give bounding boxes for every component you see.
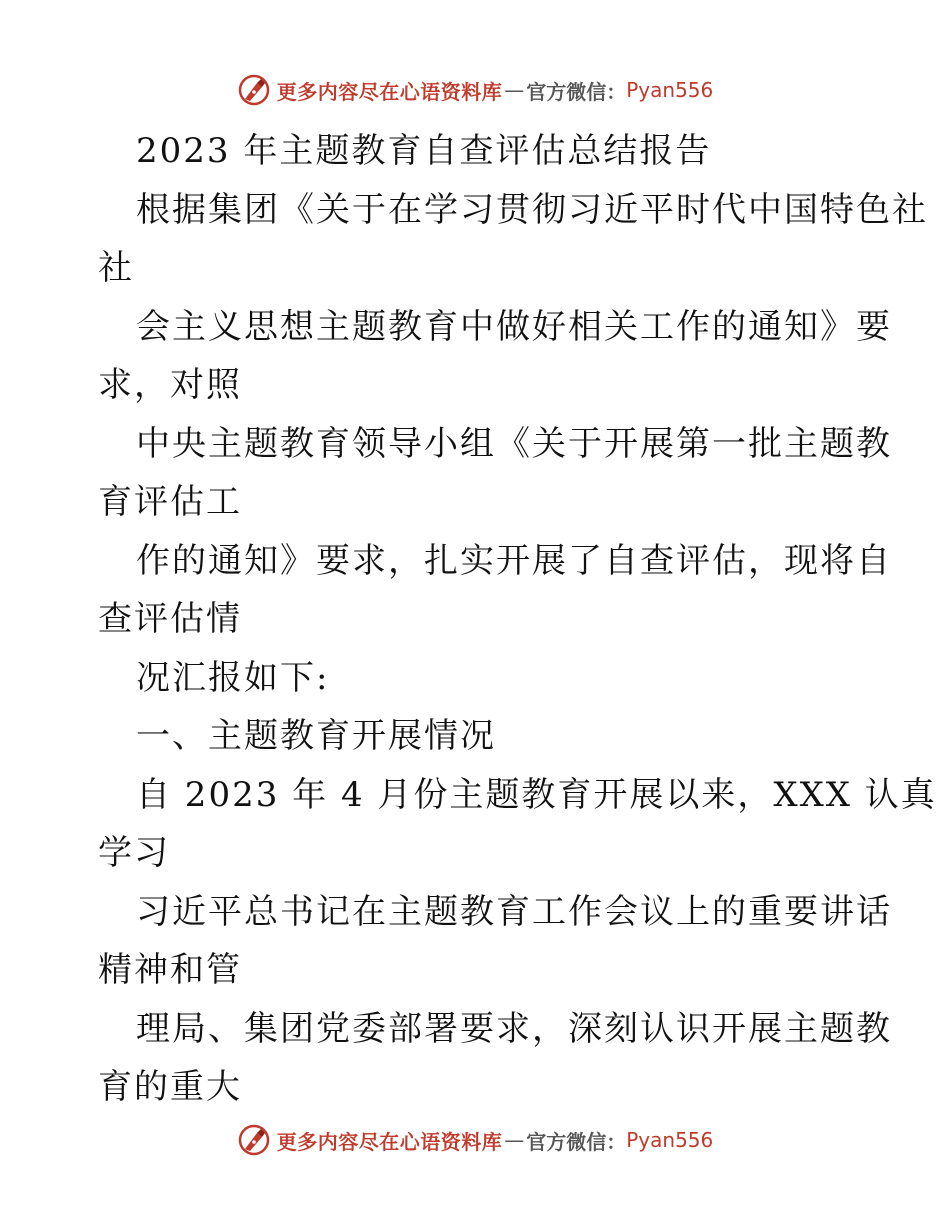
paragraph-line: 根据集团《关于在学习贯彻习近平时代中国特色社 bbox=[136, 189, 928, 230]
paragraph-line: 查评估情 bbox=[98, 599, 242, 639]
paragraph-line: 育评估工 bbox=[98, 482, 242, 522]
watermark-dash: — bbox=[504, 1128, 525, 1152]
watermark-header bbox=[0, 70, 950, 110]
pen-nib-logo-icon bbox=[237, 73, 271, 107]
paragraph-line: 况汇报如下: bbox=[136, 657, 330, 698]
watermark-wechat-id: Pyan556 bbox=[626, 1128, 714, 1152]
paragraph-line: 精神和管 bbox=[98, 950, 242, 990]
paragraph-line: 作的通知》要求，扎实开展了自查评估，现将自 bbox=[136, 540, 892, 581]
watermark-brand-text: 更多内容尽在心语资料库 bbox=[276, 1129, 503, 1154]
watermark-suffix: 官方微信： bbox=[526, 1129, 627, 1154]
paragraph-line: 育的重大 bbox=[98, 1067, 242, 1107]
watermark-suffix: 官方微信： bbox=[526, 79, 627, 104]
paragraph-line: 中央主题教育领导小组《关于开展第一批主题教 bbox=[136, 423, 892, 464]
paragraph-line: 社 bbox=[98, 248, 134, 288]
paragraph-line: 理局、集团党委部署要求，深刻认识开展主题教 bbox=[136, 1008, 892, 1049]
document-title: 2023 年主题教育自查评估总结报告 bbox=[136, 131, 712, 171]
paragraph-line: 学习 bbox=[98, 833, 170, 873]
paragraph-line: 自 2023 年 4 月份主题教育开展以来，XXX 认真 bbox=[136, 774, 937, 815]
paragraph-line: 习近平总书记在主题教育工作会议上的重要讲话 bbox=[136, 891, 892, 932]
watermark-wechat-id: Pyan556 bbox=[626, 78, 714, 102]
watermark-footer bbox=[0, 1120, 950, 1160]
document-body bbox=[98, 122, 937, 1117]
watermark-dash: — bbox=[504, 78, 525, 102]
paragraph-line: 会主义思想主题教育中做好相关工作的通知》要 bbox=[136, 306, 892, 347]
paragraph-line: 求，对照 bbox=[98, 365, 242, 405]
pen-nib-logo-icon bbox=[237, 1123, 271, 1157]
section-heading: 一、主题教育开展情况 bbox=[136, 716, 496, 756]
watermark-brand-text: 更多内容尽在心语资料库 bbox=[276, 79, 503, 104]
